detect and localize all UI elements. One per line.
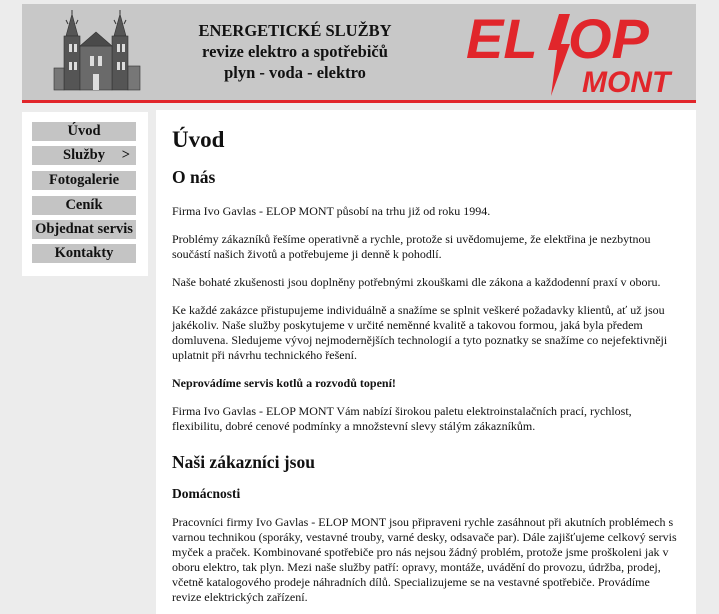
menu-item-label: Služby (63, 147, 105, 163)
side-menu (22, 112, 148, 276)
offer-paragraph: Firma Ivo Gavlas - ELOP MONT Vám nabízí širokou paletu elektroinstalačních prací, rychlost, flexibilitu, dobré cenové podmínky a množstevní slevy stálým zákazníkům. (172, 404, 632, 433)
main-content (156, 110, 696, 614)
tagline-line-2: revize elektro a spotřebičů (202, 42, 388, 61)
logo-text-el: EL (466, 7, 538, 70)
logo-text-mont: MONT (582, 66, 671, 98)
elop-mont-logo[interactable] (462, 6, 687, 98)
church-illustration (50, 10, 145, 96)
menu-item-cenik[interactable] (32, 196, 136, 215)
menu-item-label: Fotogalerie (48, 172, 120, 188)
menu-item-kontakty[interactable] (32, 244, 136, 263)
about-paragraph: Firma Ivo Gavlas - ELOP MONT působí na trhu již od roku 1994. (172, 204, 491, 218)
menu-item-objednat-servis[interactable] (32, 220, 136, 239)
about-heading: O nás (172, 167, 216, 187)
header-tagline (172, 20, 418, 83)
about-paragraph: Naše bohaté zkušenosti jsou doplněny potřebnými zkouškami dle zákona a každodenní praxí v oboru. (172, 275, 661, 289)
page-title: Úvod (172, 127, 225, 152)
menu-item-fotogalerie[interactable] (32, 171, 136, 190)
tagline-line-3: plyn - voda - elektro (224, 63, 366, 82)
households-heading: Domácnosti (172, 486, 241, 501)
menu-item-label: Kontakty (54, 245, 114, 261)
tagline-line-1: ENERGETICKÉ SLUŽBY (198, 21, 392, 40)
customers-heading: Naši zákazníci jsou (172, 452, 315, 472)
menu-item-sluzby[interactable] (32, 146, 136, 165)
heating-notice: Neprovádíme servis kotlů a rozvodů topení! (172, 376, 396, 390)
logo-text-op: OP (568, 7, 649, 70)
menu-item-label: Ceník (65, 197, 103, 213)
about-paragraph: Problémy zákazníků řešíme operativně a rychle, protože si uvědomujeme, že elektřina je nezbytnou součástí našich životů a potřebujeme ji denně k pohodlí. (172, 232, 651, 261)
site-header (22, 4, 696, 103)
menu-item-uvod[interactable] (32, 122, 136, 141)
chevron-right-icon: > (121, 147, 130, 163)
menu-item-label: Úvod (67, 123, 101, 139)
households-paragraph: Pracovníci firmy Ivo Gavlas - ELOP MONT jsou připraveni rychle zasáhnout při akutních problémech s varnou technikou (sporáky, vestavné trouby, varné desky, odsavače par). Dále zajišťujeme celkový servis myček a praček. Kombinované spotřebiče pro nás nejsou žádný problém, protože jsme proškoleni jak v oboru elektro, tak plyn. Mezi naše služby patří: opravy, montáže, uvádění do provozu, údržba, prodej, včetně katalogového prodeje náhradních dílů. Specializujeme se na vestavné spotřebiče. Provádíme revize elektrických zařízení. (172, 515, 677, 604)
menu-item-label: Objednat servis (35, 221, 133, 237)
about-paragraph: Ke každé zakázce přistupujeme individuálně a snažíme se splnit veškeré požadavky klientů, ať už jsou jakékoliv. Naše služby poskytujeme v určité neměnné kvalitě a takovou formou, jaká byla předem domluvena. Sledujeme vývoj nejmodernějších technologií a tyto poznatky se snažíme co nejefektivněji uplatnit při návrhu technického řešení. (172, 303, 668, 362)
lightning-bolt-icon (548, 14, 570, 96)
